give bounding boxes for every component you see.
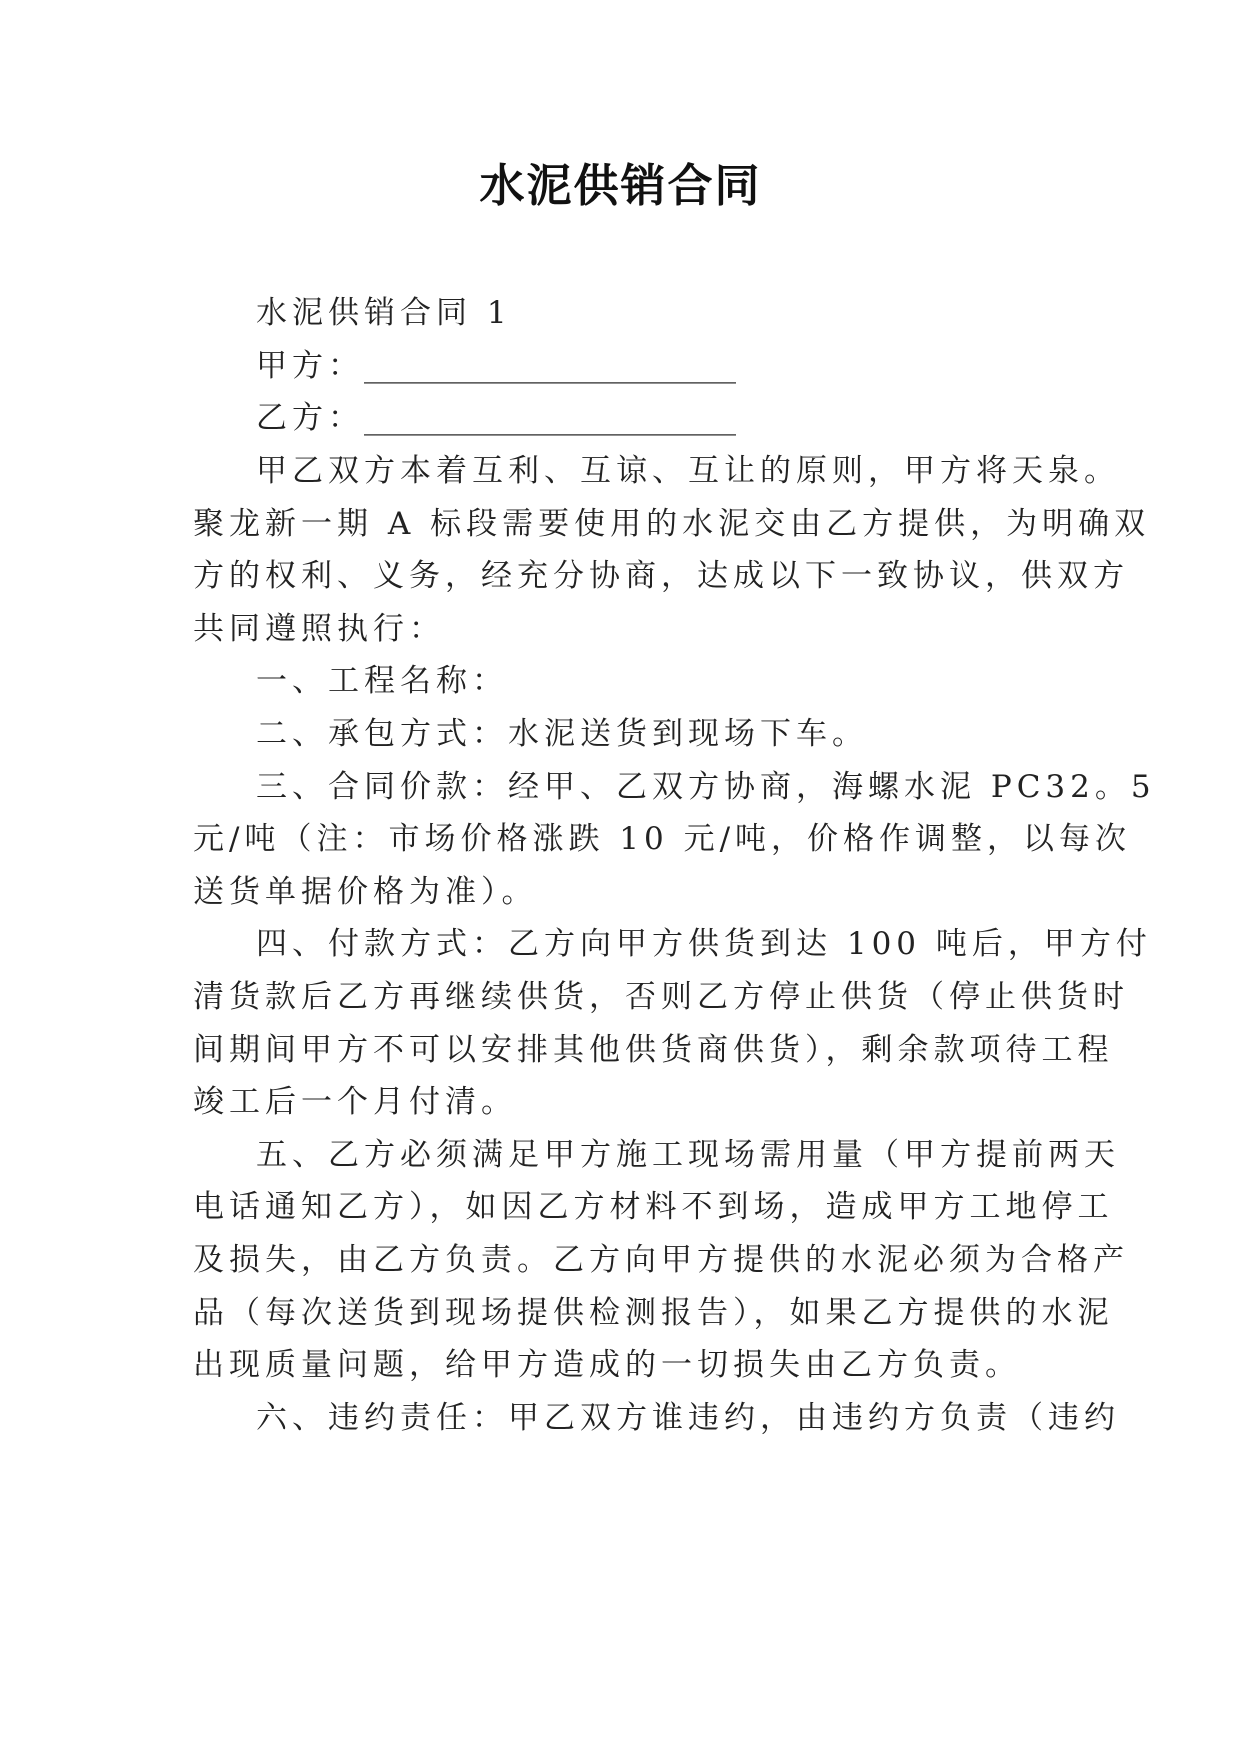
clause-3-contract-price: 三、合同价款：经甲、乙双方协商，海螺水泥 PC32。5	[256, 769, 1156, 805]
party-a-line	[256, 337, 736, 395]
clause-4-payment-method: 四、付款方式：乙方向甲方供货到达 100 吨后，甲方付	[256, 926, 1152, 962]
document-title: 水泥供销合同	[479, 159, 762, 212]
body-line: 电话通知乙方），如因乙方材料不到场，造成甲方工地停工	[193, 1189, 1114, 1225]
body-line: 甲乙双方本着互利、互谅、互让的原则，甲方将天泉。	[256, 453, 1120, 489]
body-line: 间期间甲方不可以安排其他供货商供货），剩余款项待工程	[193, 1032, 1114, 1068]
body-line: 方的权利、义务，经充分协商，达成以下一致协议，供双方	[193, 558, 1129, 594]
party-a-label: 甲方：	[256, 348, 364, 384]
body-line: 清货款后乙方再继续供货，否则乙方停止供货（停止供货时	[193, 979, 1129, 1015]
party-b-blank: ________________________	[364, 400, 736, 436]
body-line: 元/吨（注：市场价格涨跌 10 元/吨，价格作调整，以每次	[193, 821, 1132, 857]
body-line: 品（每次送货到现场提供检测报告），如果乙方提供的水泥	[193, 1295, 1114, 1331]
clause-2-contract-method: 二、承包方式：水泥送货到现场下车。	[256, 716, 868, 752]
body-line: 出现质量问题，给甲方造成的一切损失由乙方负责。	[193, 1347, 1021, 1383]
clause-5-supply-obligation: 五、乙方必须满足甲方施工现场需用量（甲方提前两天	[256, 1137, 1120, 1173]
contract-subtitle: 水泥供销合同 1	[256, 295, 512, 331]
party-a-blank: ________________________	[364, 348, 736, 384]
clause-6-breach-liability: 六、违约责任：甲乙双方谁违约，由违约方负责（违约	[256, 1400, 1120, 1436]
party-b-label: 乙方：	[256, 400, 364, 436]
body-line: 竣工后一个月付清。	[193, 1084, 517, 1120]
body-line: 共同遵照执行：	[193, 611, 445, 647]
body-line: 送货单据价格为准）。	[193, 874, 538, 910]
party-b-line	[256, 389, 736, 447]
clause-1-project-name: 一、工程名称：	[256, 663, 508, 699]
body-line: 聚龙新一期 A 标段需要使用的水泥交由乙方提供，为明确双	[193, 506, 1151, 542]
body-line: 及损失，由乙方负责。乙方向甲方提供的水泥必须为合格产	[193, 1242, 1129, 1278]
